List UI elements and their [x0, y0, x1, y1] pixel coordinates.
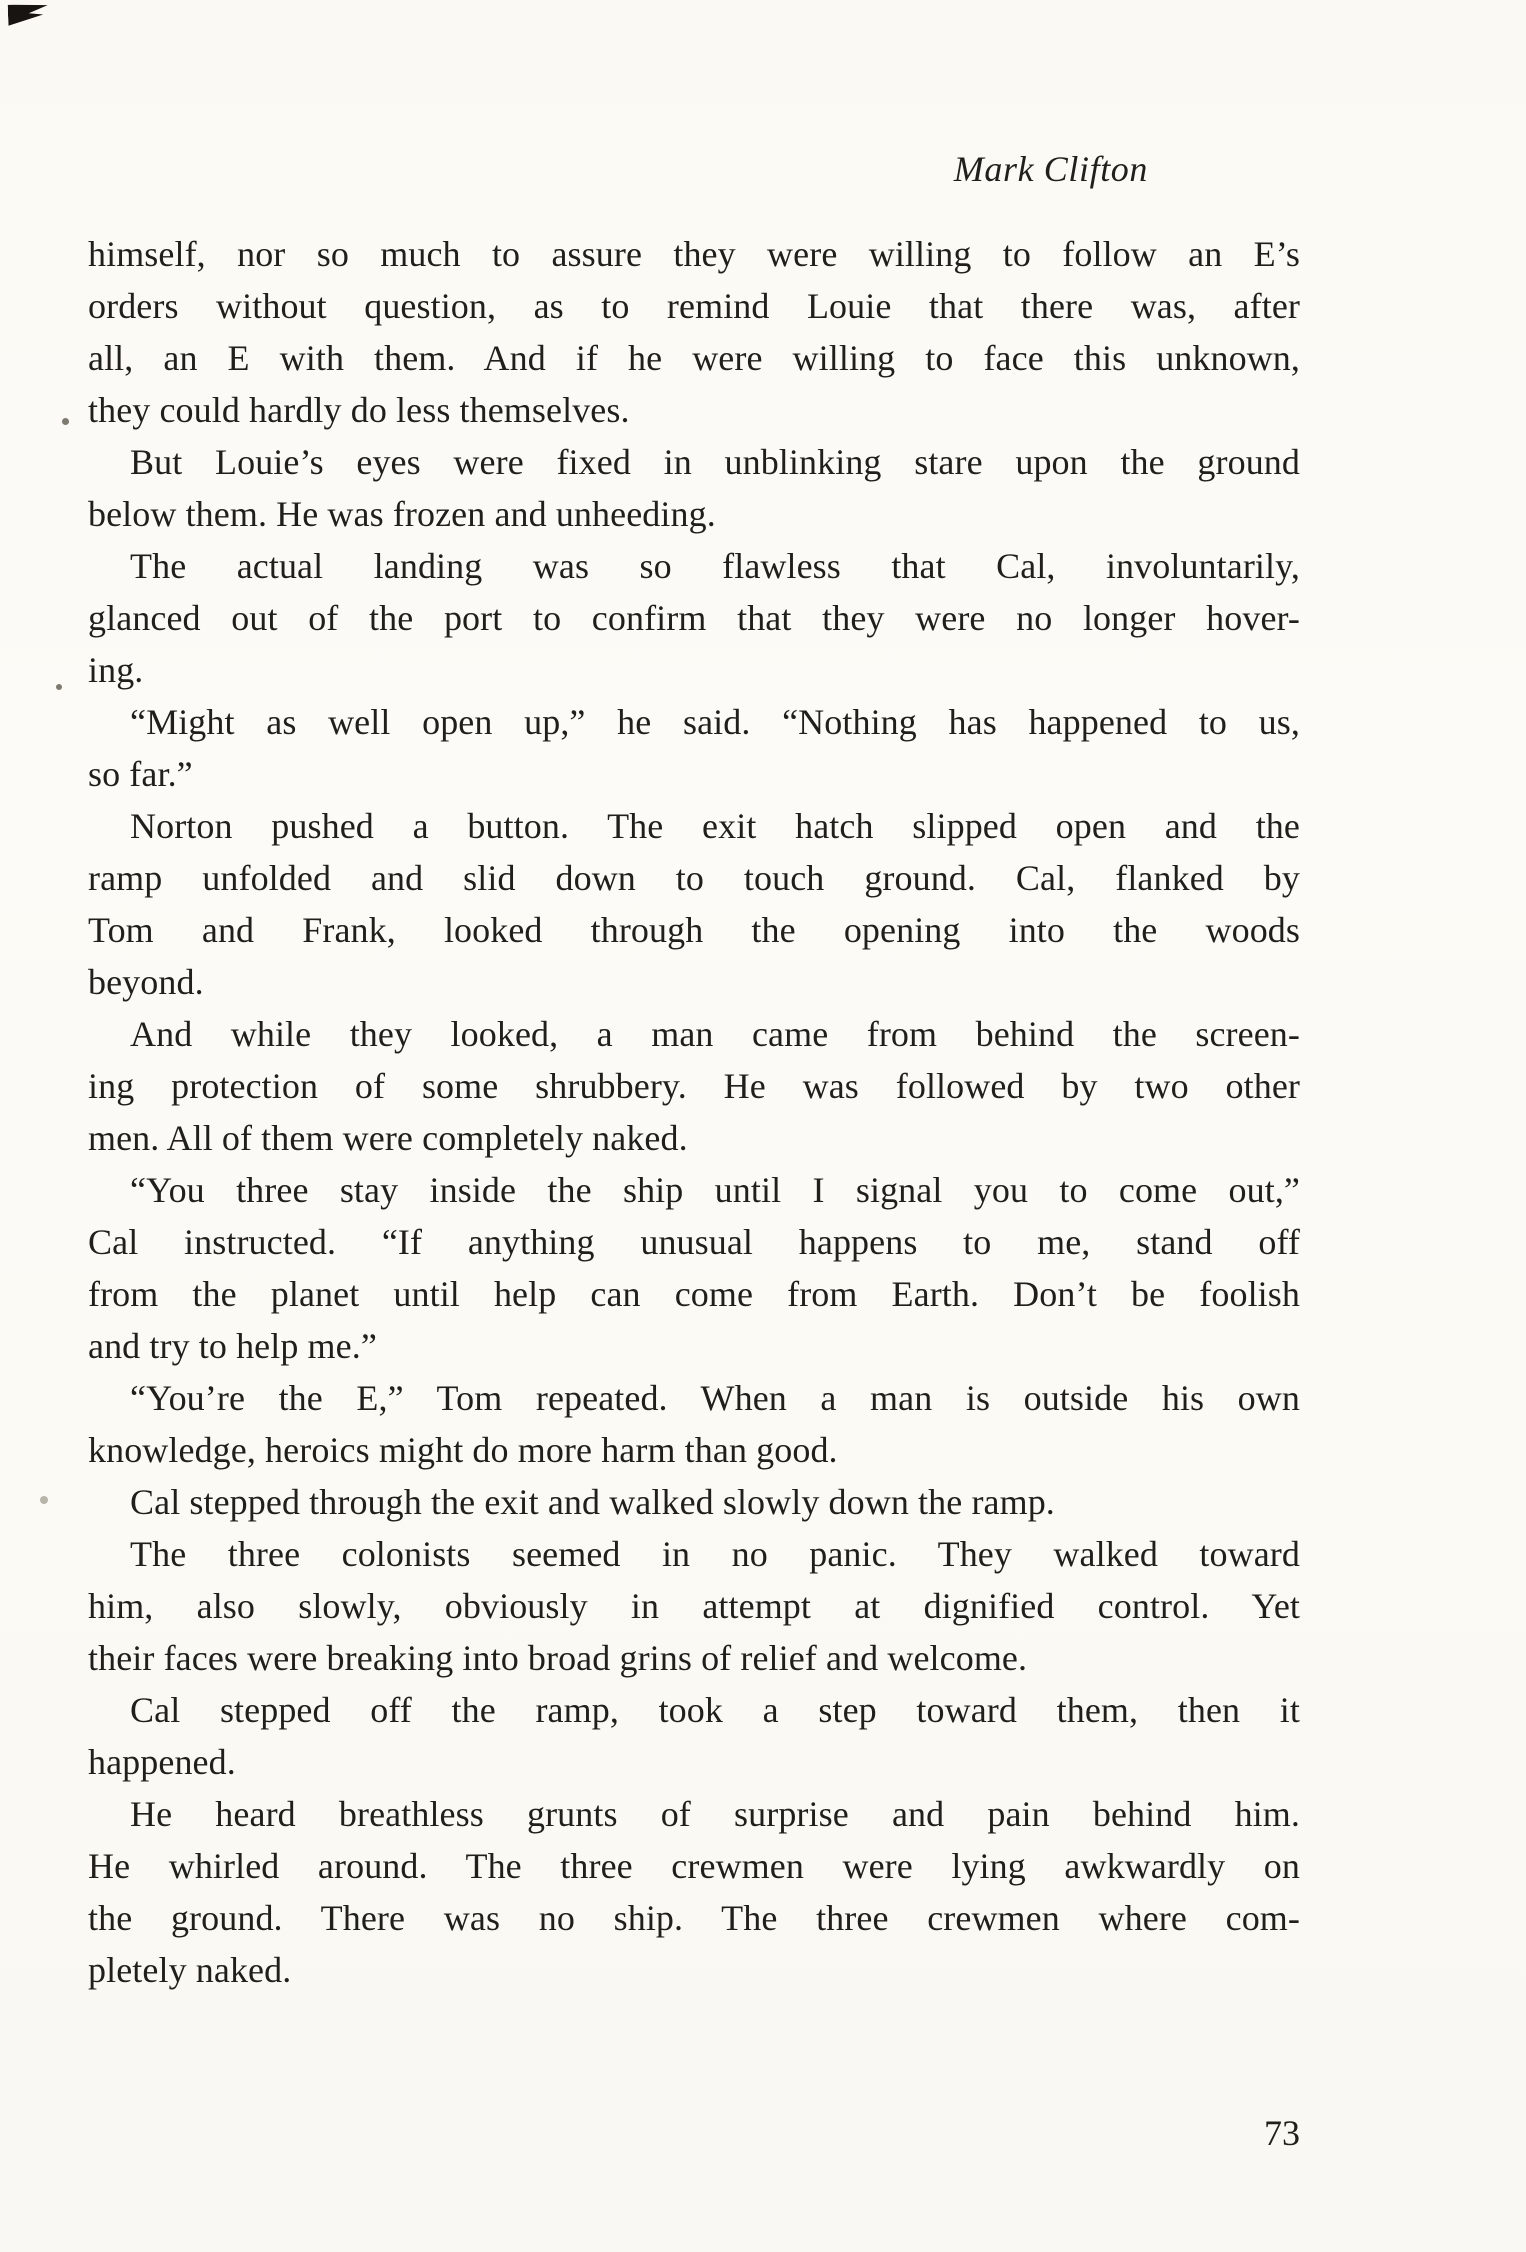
- text-line: men. All of them were completely naked.: [88, 1118, 688, 1158]
- text-line: He heard breathless grunts of surprise and pain behind him.: [130, 1794, 1300, 1834]
- paragraph: [88, 1164, 1300, 1372]
- text-line: so far.”: [88, 754, 193, 794]
- text-line: orders without question, as to remind Louie that there was, after: [88, 286, 1300, 326]
- ink-speck: [62, 418, 69, 425]
- page-number: 73: [1264, 2113, 1300, 2153]
- text-line: knowledge, heroics might do more harm than good.: [88, 1430, 838, 1470]
- text-line: their faces were breaking into broad grins of relief and welcome.: [88, 1638, 1028, 1678]
- text-line: But Louie’s eyes were fixed in unblinking stare upon the ground: [130, 442, 1300, 482]
- text-line: The three colonists seemed in no panic. They walked toward: [130, 1534, 1300, 1574]
- text-line: they could hardly do less themselves.: [88, 390, 630, 430]
- text-line: below them. He was frozen and unheeding.: [88, 494, 716, 534]
- text-line: beyond.: [88, 962, 204, 1002]
- ink-speck: [56, 684, 62, 690]
- ink-speck: [40, 1496, 48, 1504]
- paragraph: [88, 800, 1300, 1008]
- running-header: Mark Clifton: [953, 149, 1148, 189]
- text-line: ramp unfolded and slid down to touch ground. Cal, flanked by: [88, 858, 1300, 898]
- text-line: himself, nor so much to assure they were willing to follow an E’s: [88, 234, 1300, 274]
- body-text: [88, 228, 1300, 1996]
- paragraph: [88, 436, 1300, 540]
- paragraph: [88, 1528, 1300, 1684]
- paragraph: [88, 1008, 1300, 1164]
- text-line: Cal stepped off the ramp, took a step toward them, then it: [130, 1690, 1300, 1730]
- paragraph: [88, 1788, 1300, 1996]
- text-line: “You’re the E,” Tom repeated. When a man is outside his own: [130, 1378, 1300, 1418]
- text-line: He whirled around. The three crewmen were lying awkwardly on: [88, 1846, 1300, 1886]
- text-line: “Might as well open up,” he said. “Nothing has happened to us,: [130, 702, 1300, 742]
- paragraph: [88, 1372, 1300, 1476]
- text-line: all, an E with them. And if he were willing to face this unknown,: [88, 338, 1300, 378]
- text-line: him, also slowly, obviously in attempt at dignified control. Yet: [88, 1586, 1300, 1626]
- text-line: happened.: [88, 1742, 236, 1782]
- text-line: “You three stay inside the ship until I signal you to come out,”: [130, 1170, 1300, 1210]
- text-line: and try to help me.”: [88, 1326, 377, 1366]
- text-line: ing.: [88, 650, 144, 690]
- text-line: Cal instructed. “If anything unusual happens to me, stand off: [88, 1222, 1300, 1262]
- text-line: pletely naked.: [88, 1950, 292, 1990]
- paragraph: [88, 1684, 1300, 1788]
- text-line: Cal stepped through the exit and walked slowly down the ramp.: [130, 1482, 1055, 1522]
- paragraph: [88, 696, 1300, 800]
- paragraph: [88, 540, 1300, 696]
- text-line: from the planet until help can come from Earth. Don’t be foolish: [88, 1274, 1300, 1314]
- text-line: And while they looked, a man came from behind the screen-: [130, 1014, 1300, 1054]
- text-line: ing protection of some shrubbery. He was followed by two other: [88, 1066, 1300, 1106]
- text-line: The actual landing was so flawless that Cal, involuntarily,: [130, 546, 1300, 586]
- text-line: glanced out of the port to confirm that they were no longer hover-: [88, 598, 1300, 638]
- text-line: Tom and Frank, looked through the opening into the woods: [88, 910, 1300, 950]
- scan-artifact-top-left: [8, 3, 49, 26]
- paragraph: [88, 1476, 1300, 1528]
- paragraph: [88, 228, 1300, 436]
- text-line: Norton pushed a button. The exit hatch slipped open and the: [130, 806, 1300, 846]
- text-line: the ground. There was no ship. The three crewmen where com-: [88, 1898, 1300, 1938]
